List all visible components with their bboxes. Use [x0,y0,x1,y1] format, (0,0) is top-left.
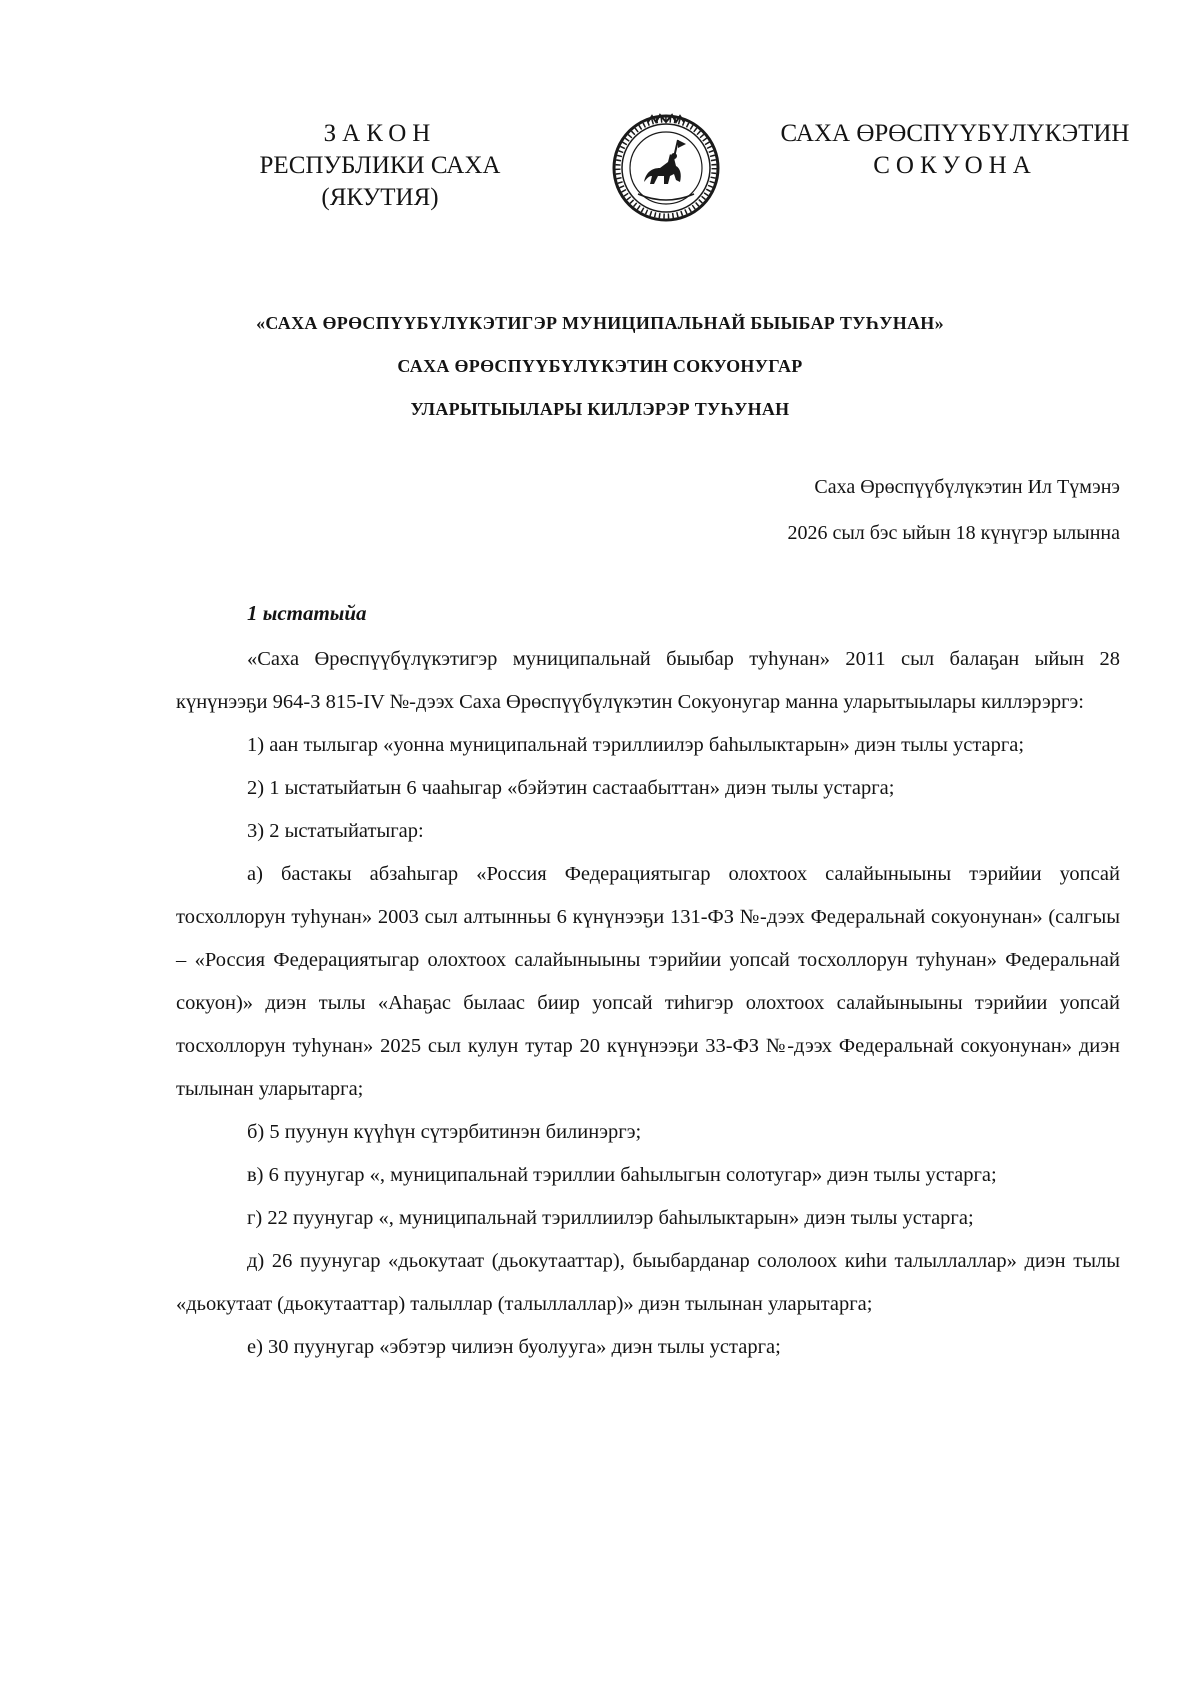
republic-emblem-icon [608,110,724,226]
law-title-line-3: УЛАРЫТЫЫЛАРЫ КИЛЛЭРЭР ТУҺУНАН [410,399,790,419]
header-right-title: САХА ӨРӨСПҮҮБҮЛҮКЭТИН [780,120,1130,147]
header-right [770,118,1140,182]
article-paragraph: 3) 2 ыстатыйатыгар: [247,820,424,842]
law-title-line-1: «САХА ӨРӨСПҮҮБҮЛҮКЭТИГЭР МУНИЦИПАЛЬНАЙ БЫЫБАР ТУҺУНАН» [256,313,944,333]
article-paragraph: е) 30 пуунугар «эбэтэр чилиэн буолууга» диэн тылы устарга; [247,1336,781,1358]
header-right-subtitle: СОКУОНА [873,152,1037,179]
header-left-title: ЗАКОН [323,120,437,147]
article-paragraph: в) 6 пуунугар «, муниципальнай тэриллии баһылыгын солотугар» диэн тылы устарга; [247,1164,997,1186]
header-left [200,118,560,214]
article-paragraph: 2) 1 ыстатыйатын 6 чааһыгар «бэйэтин састаабыттан» диэн тылы устарга; [247,777,895,799]
header-left-subtitle: РЕСПУБЛИКИ САХА (ЯКУТИЯ) [259,152,501,211]
article-paragraph: «Саха Өрөспүүбүлүкэтигэр муниципальнай быыбар туһунан» 2011 сыл балаҕан ыйын 28 күнүнээҕи 964-З 815-IV №-дээх Саха Өрөспүүбүлүкэтин Сокуонугар манна уларытыылары киллэрэргэ: [176,648,1120,713]
law-title-line-2: САХА ӨРӨСПҮҮБҮЛҮКЭТИН СОКУОНУГАР [397,356,803,376]
article-paragraph: г) 22 пуунугар «, муниципальнай тэриллиилэр баһылыктарын» диэн тылы устарга; [247,1207,974,1229]
article-paragraph: д) 26 пуунугар «дьокутаат (дьокутааттар), быыбарданар сололоох киһи талыллаллар» диэн тылы «дьокутаат (дьокутааттар) талыллар (талыллаллар)» диэн тылынан уларытарга; [176,1250,1120,1315]
adopting-body: Саха Өрөспүүбүлүкэтин Ил Түмэнэ [814,476,1120,498]
article-paragraph: а) бастакы абзаһыгар «Россия Федерациятыгар олохтоох салайыныыны тэрийии уопсай тосхоллорун туһунан» 2003 сыл алтынньы 6 күнүнээҕи 131-ФЗ №-дээх Федеральнай сокуонунан» (салгыы – «Россия Федерациятыгар олохтоох салайыныыны тэрийии уопсай тосхоллорун туһунан» Федеральнай сокуон)» диэн тылы «Аһаҕас былаас биир уопсай тиһигэр олохтоох салайыныыны тэрийии уопсай тосхоллорун туһунан» 2025 сыл кулун тутар 20 күнүнээҕи 33-ФЗ №-дээх Федеральнай сокуонунан» диэн тылынан уларытарга; [176,863,1120,1100]
article-body [176,638,1120,1369]
article-paragraph: 1) аан тылыгар «уонна муниципальнай тэриллиилэр баһылыктарын» диэн тылы устарга; [247,734,1025,756]
article-paragraph: б) 5 пуунун күүһүн сүтэрбитинэн билинэргэ; [247,1121,642,1143]
article-heading: 1 ыстатыйа [247,601,367,625]
adoption-date: 2026 сыл бэс ыйын 18 күнүгэр ылынна [787,522,1120,544]
